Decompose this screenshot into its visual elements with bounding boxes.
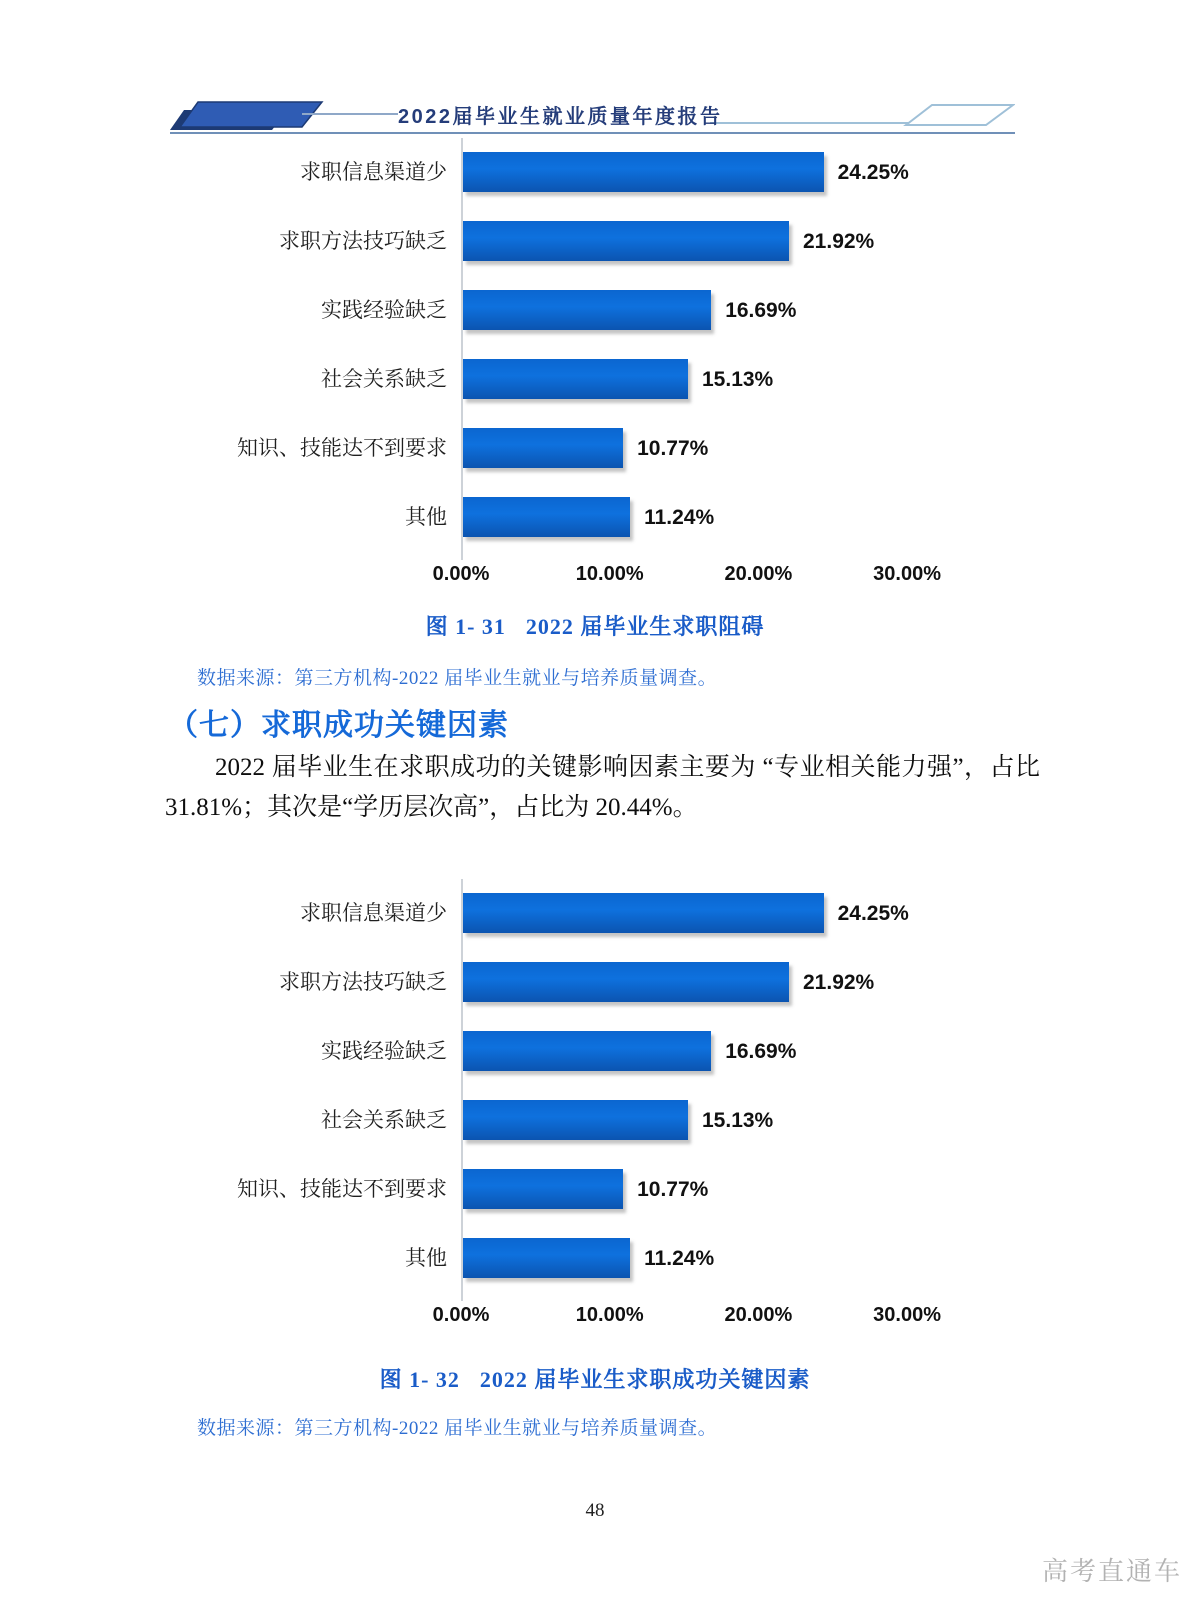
bar-value-label: 10.77%	[637, 1178, 709, 1201]
bar	[463, 221, 789, 261]
bar-value-label: 15.13%	[702, 1109, 774, 1132]
figure-caption-label: 图 1- 31	[425, 614, 506, 639]
bar-value-label: 24.25%	[837, 161, 909, 184]
data-source-note-2: 数据来源：第三方机构-2022 届毕业生就业与培养质量调查。	[197, 1418, 718, 1439]
bar	[463, 428, 623, 468]
bar-value-label: 11.24%	[644, 1247, 715, 1270]
bar-chart-job-search-obstacles	[0, 138, 1190, 593]
bar-value-label: 21.92%	[803, 971, 875, 994]
bar-row	[0, 1017, 1190, 1086]
data-source-note-1: 数据来源：第三方机构-2022 届毕业生就业与培养质量调查。	[197, 668, 718, 689]
bar-category-label: 求职方法技巧缺乏	[279, 229, 447, 253]
watermark: 高考直通车	[1041, 1556, 1182, 1586]
bar-row	[0, 1224, 1190, 1293]
bar-row	[0, 879, 1190, 948]
bar-category-label: 实践经验缺乏	[321, 298, 447, 322]
bar-row	[0, 276, 1190, 345]
bar-category-label: 知识、技能达不到要求	[237, 1177, 447, 1201]
bar-row	[0, 414, 1190, 483]
figure-caption-2	[0, 1363, 1190, 1394]
report-title: 2022届毕业生就业质量年度报告	[398, 106, 723, 128]
figure-caption-label: 图 1- 32	[379, 1367, 460, 1392]
bar-category-label: 知识、技能达不到要求	[237, 436, 447, 460]
bar	[463, 497, 630, 537]
bar-value-label: 15.13%	[702, 368, 774, 391]
x-tick-label: 30.00%	[873, 1304, 942, 1326]
x-tick-label: 10.00%	[575, 563, 644, 585]
figure-caption-1	[0, 610, 1190, 641]
bar-chart-success-key-factors	[0, 879, 1190, 1334]
bar-value-label: 10.77%	[637, 437, 709, 460]
bar	[463, 152, 824, 192]
section-heading: （七）求职成功关键因素	[168, 709, 509, 742]
bar-value-label: 21.92%	[803, 230, 875, 253]
bar	[463, 359, 688, 399]
bar-row	[0, 948, 1190, 1017]
bar-value-label: 24.25%	[837, 902, 909, 925]
x-tick-label: 10.00%	[575, 1304, 644, 1326]
bar-category-label: 社会关系缺乏	[321, 1108, 447, 1132]
page-number: 48	[585, 1500, 605, 1521]
bar-category-label: 实践经验缺乏	[321, 1039, 447, 1063]
bar	[463, 1169, 623, 1209]
bar	[463, 893, 824, 933]
bar-row	[0, 207, 1190, 276]
deco-parallelogram-front	[180, 102, 322, 127]
bar	[463, 1031, 711, 1071]
bar	[463, 962, 789, 1002]
x-tick-label: 0.00%	[432, 1304, 490, 1326]
figure-caption-text: 2022 届毕业生求职成功关键因素	[479, 1367, 811, 1392]
bar-category-label: 求职信息渠道少	[300, 160, 447, 184]
bar	[463, 290, 711, 330]
bar-value-label: 16.69%	[725, 299, 797, 322]
bar-row	[0, 1155, 1190, 1224]
body-paragraph: 2022 届毕业生在求职成功的关键影响因素主要为 “专业相关能力强”，占比 31.81%；其次是“学历层次高”，占比为 20.44%。	[165, 754, 1040, 821]
bar-value-label: 16.69%	[725, 1040, 797, 1063]
x-tick-label: 20.00%	[724, 1304, 793, 1326]
bar-category-label: 求职信息渠道少	[300, 901, 447, 925]
deco-outline-parallelogram	[906, 105, 1013, 125]
bar-category-label: 求职方法技巧缺乏	[279, 970, 447, 994]
x-tick-label: 0.00%	[432, 563, 490, 585]
bar-row	[0, 483, 1190, 552]
x-tick-label: 30.00%	[873, 563, 942, 585]
bar-value-label: 11.24%	[644, 506, 715, 529]
bar-row	[0, 1086, 1190, 1155]
bar-category-label: 社会关系缺乏	[321, 367, 447, 391]
bar	[463, 1238, 630, 1278]
x-axis-ticks	[0, 1299, 1190, 1331]
x-axis-ticks	[0, 558, 1190, 590]
bar-row	[0, 138, 1190, 207]
bar-category-label: 其他	[405, 505, 447, 529]
figure-caption-text: 2022 届毕业生求职阻碍	[525, 614, 765, 639]
bar	[463, 1100, 688, 1140]
bar-category-label: 其他	[405, 1246, 447, 1270]
bar-row	[0, 345, 1190, 414]
page-header	[170, 98, 1015, 140]
x-tick-label: 20.00%	[724, 563, 793, 585]
